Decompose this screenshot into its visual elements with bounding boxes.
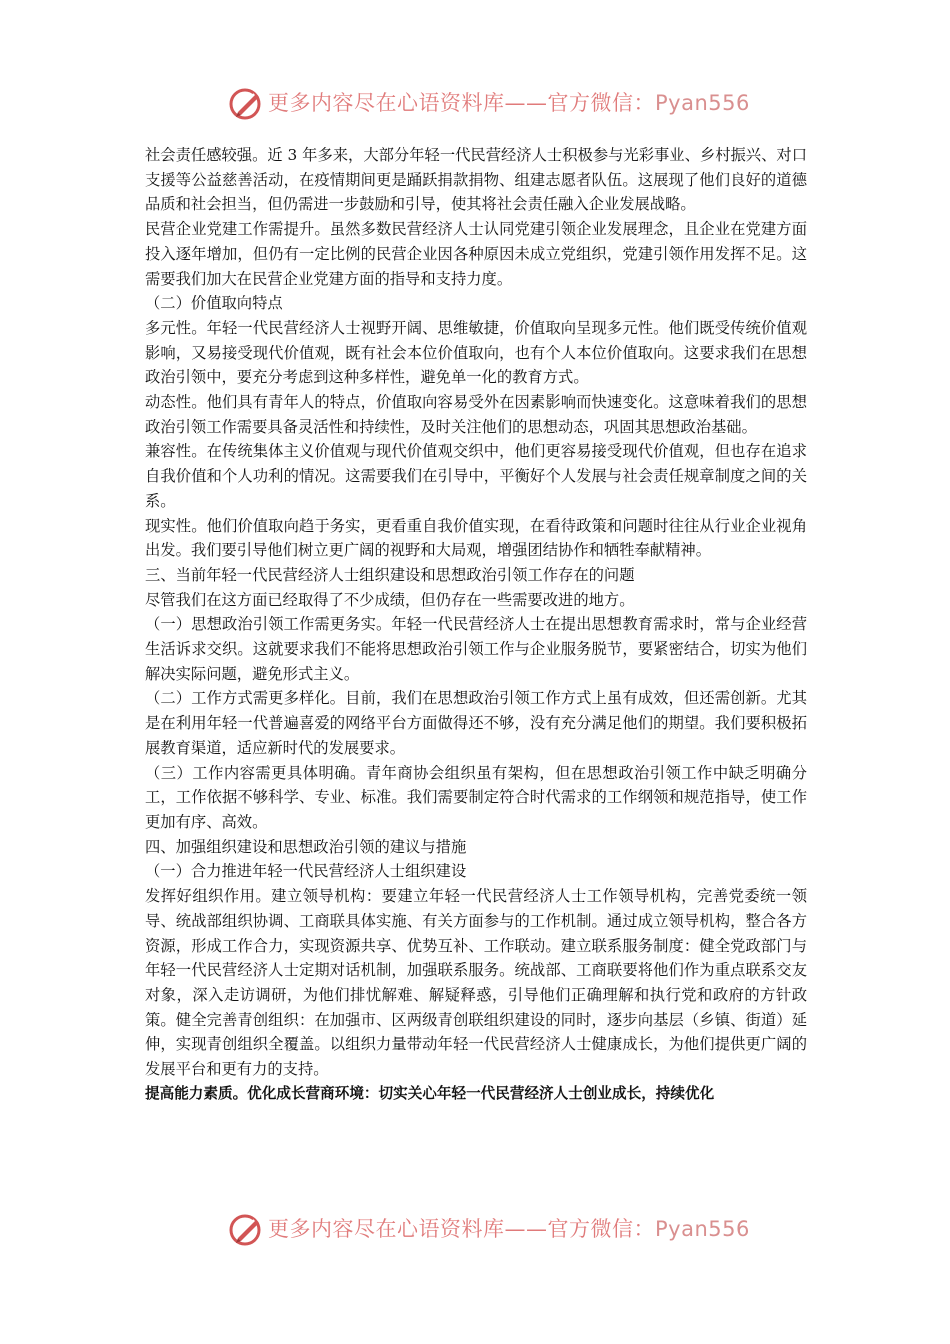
paragraph: 社会责任感较强。近 3 年多来，大部分年轻一代民营经济人士积极参与光彩事业、乡村振兴、对口支援等公益慈善活动，在疫情期间更是踊跃捐款捐物、组建志愿者队伍。这展现了他们良好的道德品质和社会担当，但仍需进一步鼓励和引导，使其将社会责任融入企业发展战略。 bbox=[145, 146, 807, 214]
section-heading: 三、当前年轻一代民营经济人士组织建设和思想政治引领工作存在的问题 bbox=[145, 565, 635, 584]
banner-slogan: 更多内容尽在心语资料库——官方微信： bbox=[268, 91, 655, 115]
banner-text bbox=[268, 88, 750, 118]
banner-wechat-id: Pyan556 bbox=[655, 1217, 750, 1241]
banner-text bbox=[268, 1214, 750, 1244]
paragraph: （三）工作内容需更具体明确。青年商协会组织虽有架构，但在思想政治引领工作中缺乏明确分工，工作依据不够科学、专业、标准。我们需要制定符合时代需求的工作纲领和规范指导，使工作更加有序、高效。 bbox=[145, 763, 807, 831]
section-subheading: （一）合力推进年轻一代民营经济人士组织建设 bbox=[145, 862, 467, 881]
paragraph: 动态性。他们具有青年人的特点，价值取向容易受外在因素影响而快速变化。这意味着我们的思想政治引领工作需要具备灵活性和持续性，及时关注他们的思想动态，巩固其思想政治基础。 bbox=[145, 393, 807, 436]
paragraph: 尽管我们在这方面已经取得了不少成绩，但仍存在一些需要改进的地方。 bbox=[145, 590, 635, 609]
banner-wechat-id: Pyan556 bbox=[655, 91, 750, 115]
document-body bbox=[145, 143, 807, 1106]
bold-paragraph: 提高能力素质。优化成长营商环境：切实关心年轻一代民营经济人士创业成长，持续优化 bbox=[145, 1084, 715, 1102]
paragraph: 多元性。年轻一代民营经济人士视野开阔、思维敏捷，价值取向呈现多元性。他们既受传统价值观影响，又易接受现代价值观，既有社会本位价值取向，也有个人本位价值取向。这要求我们在思想政治引领中，要充分考虑到这种多样性，避免单一化的教育方式。 bbox=[145, 318, 807, 387]
header-watermark-banner bbox=[0, 82, 950, 126]
paragraph: 民营企业党建工作需提升。虽然多数民营经济人士认同党建引领企业发展理念，且企业在党建方面投入逐年增加，但仍有一定比例的民营企业因各种原因未成立党组织，党建引领作用发挥不足。这需要我们加大在民营企业党建方面的指导和支持力度。 bbox=[145, 220, 807, 288]
paragraph: 现实性。他们价值取向趋于务实，更看重自我价值实现，在看待政策和问题时往往从行业企业视角出发。我们要引导他们树立更广阔的视野和大局观，增强团结协作和牺牲奉献精神。 bbox=[145, 516, 807, 560]
paragraph: （一）思想政治引领工作需更务实。年轻一代民营经济人士在提出思想教育需求时，常与企业经营生活诉求交织。这就要求我们不能将思想政治引领工作与企业服务脱节，要紧密结合，切实为他们解决实际问题，避免形式主义。 bbox=[145, 615, 807, 683]
banner-slogan: 更多内容尽在心语资料库——官方微信： bbox=[268, 1217, 655, 1241]
brand-logo-icon bbox=[228, 1212, 264, 1248]
footer-watermark-banner bbox=[0, 1208, 950, 1252]
section-heading: 四、加强组织建设和思想政治引领的建议与措施 bbox=[145, 837, 467, 856]
brand-logo-icon bbox=[228, 86, 264, 122]
section-subheading: （二）价值取向特点 bbox=[145, 294, 283, 313]
paragraph: （二）工作方式需更多样化。目前，我们在思想政治引领工作方式上虽有成效，但还需创新。尤其是在利用年轻一代普遍喜爱的网络平台方面做得还不够，没有充分满足他们的期望。我们要积极拓展教育渠道，适应新时代的发展要求。 bbox=[145, 689, 807, 757]
paragraph: 发挥好组织作用。建立领导机构：要建立年轻一代民营经济人士工作领导机构，完善党委统一领导、统战部组织协调、工商联具体实施、有关方面参与的工作机制。通过成立领导机构，整合各方资源，形成工作合力，实现资源共享、优势互补、工作联动。建立联系服务制度：健全党政部门与年轻一代民营经济人士定期对话机制，加强联系服务。统战部、工商联要将他们作为重点联系交友对象，深入走访调研，为他们排忧解难、解疑释惑，引导他们正确理解和执行党和政府的方针政策。健全完善青创组织：在加强市、区两级青创联组织建设的同时，逐步向基层（乡镇、街道）延伸，实现青创组织全覆盖。以组织力量带动年轻一代民营经济人士健康成长，为他们提供更广阔的发展平台和更有力的支持。 bbox=[145, 887, 807, 1079]
paragraph: 兼容性。在传统集体主义价值观与现代价值观交织中，他们更容易接受现代价值观，但也存在追求自我价值和个人功利的情况。这需要我们在引导中，平衡好个人发展与社会责任规章制度之间的关系。 bbox=[145, 442, 807, 510]
